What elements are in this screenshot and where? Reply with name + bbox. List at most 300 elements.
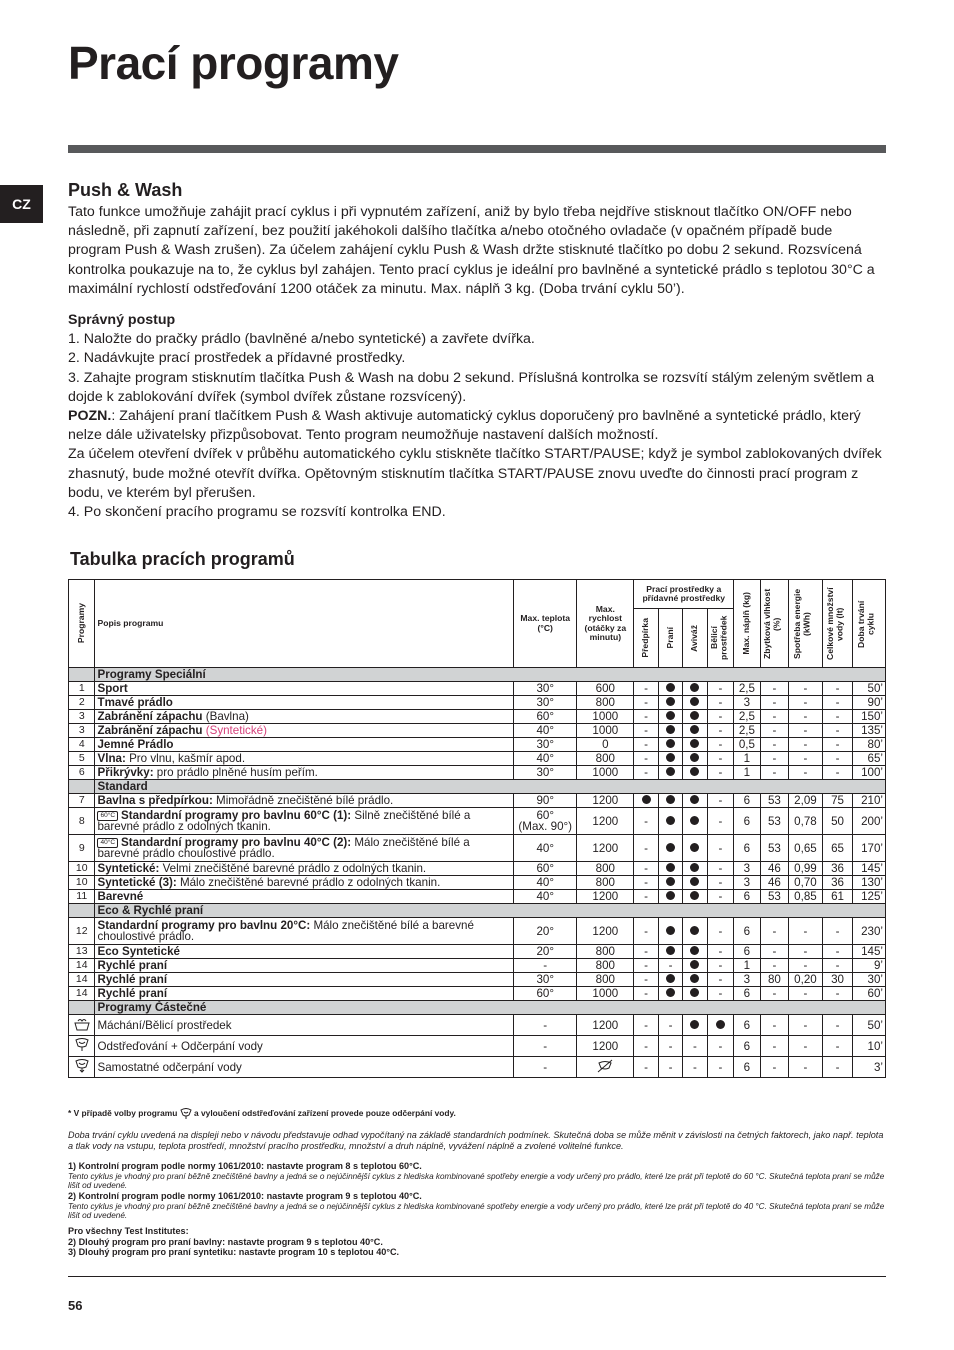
max-temperature	[514, 738, 577, 752]
page-number: 56	[68, 1298, 83, 1313]
max-temperature	[514, 876, 577, 890]
max-temperature-value: 90°	[536, 794, 554, 807]
softener-cell	[683, 752, 707, 766]
wash-cell	[658, 987, 682, 1001]
bleach-cell: -	[707, 724, 734, 738]
dot-icon	[666, 767, 675, 776]
cycle-duration: 100’	[853, 766, 886, 780]
bleach-cell: -	[707, 987, 734, 1001]
program-number: 3	[69, 710, 95, 724]
softener-cell	[683, 835, 707, 862]
energy-consumption: 0,85	[789, 890, 823, 904]
asterisk-text-b: a vyloučení odstřeďování zařízení provede pouze odčerpání vody.	[194, 1108, 456, 1119]
energy-consumption: 2,09	[789, 794, 823, 808]
max-temperature-value: -	[543, 1060, 548, 1074]
dot-icon	[690, 711, 699, 720]
header-description: Popis programu	[95, 580, 514, 668]
max-temperature	[514, 794, 577, 808]
max-temperature-value: 20°	[536, 924, 554, 938]
max-speed: 1200	[577, 918, 634, 945]
table-row	[69, 1036, 886, 1057]
wash-cell	[658, 710, 682, 724]
dot-icon	[666, 891, 675, 900]
max-temperature-value: 40°	[536, 724, 554, 737]
prewash-cell: -	[634, 752, 658, 766]
cycle-duration: 60’	[853, 987, 886, 1001]
dot-icon	[690, 843, 699, 852]
header-bleach: Bělicí prostředek	[709, 615, 729, 661]
bleach-cell: -	[707, 1057, 734, 1078]
softener-cell	[683, 710, 707, 724]
wash-cell: -	[658, 959, 682, 973]
header-energy: Spotřeba energie (kWh)	[792, 588, 812, 659]
residual-moisture: 46	[760, 862, 789, 876]
table-row	[69, 710, 886, 724]
dot-icon	[690, 974, 699, 983]
program-number: 14	[69, 973, 95, 987]
max-load: 6	[734, 945, 760, 959]
program-description	[95, 808, 514, 835]
bleach-cell: -	[707, 766, 734, 780]
softener-cell	[683, 738, 707, 752]
prewash-cell: -	[634, 987, 658, 1001]
program-name: Jemné Prádlo	[97, 738, 174, 751]
max-temperature	[514, 1036, 577, 1057]
table-row	[69, 945, 886, 959]
cycle-duration: 200’	[853, 808, 886, 835]
program-name-suffix: 40°C (2):	[300, 836, 352, 849]
program-number: 5	[69, 752, 95, 766]
water-consumption: -	[822, 710, 853, 724]
cycle-duration: 125’	[853, 890, 886, 904]
bleach-cell: -	[707, 918, 734, 945]
cycle-duration: 65’	[853, 752, 886, 766]
water-consumption: -	[822, 724, 853, 738]
softener-cell	[683, 766, 707, 780]
residual-moisture: -	[760, 710, 789, 724]
residual-moisture: -	[760, 1057, 789, 1078]
bleach-cell: -	[707, 710, 734, 724]
max-speed: 800	[577, 862, 634, 876]
wash-cell	[658, 682, 682, 696]
max-temperature	[514, 835, 577, 862]
max-temperature	[514, 862, 577, 876]
program-name: Standardní programy pro bavlnu 60°C (1):	[121, 809, 352, 822]
table-row	[69, 862, 886, 876]
residual-moisture: 53	[760, 835, 789, 862]
language-tab: CZ	[0, 185, 43, 223]
note1-text: Tento cyklus je vhodný pro praní běžně znečištěné bavlny a jedná se o nejúčinnější cyklus z hlediska kombinované spotřeby energie a vody určený pro prádlo, které lze prát při teplotě do 60 °C. Skutečná teplota praní se může lišit od uvedené.	[68, 1171, 885, 1191]
program-number: 3	[69, 724, 95, 738]
prewash-cell: -	[634, 835, 658, 862]
drain-icon	[74, 1064, 90, 1076]
wash-cell	[658, 945, 682, 959]
max-speed: 800	[577, 876, 634, 890]
energy-consumption: 0,70	[789, 876, 823, 890]
table-row	[69, 973, 886, 987]
max-temperature-value: 30°	[536, 696, 554, 709]
energy-consumption: -	[789, 696, 823, 710]
softener-cell	[683, 696, 707, 710]
bleach-cell: -	[707, 959, 734, 973]
cycle-duration: 145’	[853, 945, 886, 959]
max-speed: 800	[577, 959, 634, 973]
max-speed: 1200	[577, 794, 634, 808]
wash-cell: -	[658, 1036, 682, 1057]
wash-cell: -	[658, 1015, 682, 1036]
section-title: Standard	[95, 780, 886, 794]
program-description	[95, 710, 514, 724]
residual-moisture: -	[760, 918, 789, 945]
prewash-cell	[634, 794, 658, 808]
program-detail: Mimořádně znečištěné bílé prádlo.	[212, 794, 394, 807]
header-water: Celkové množství vody (lt)	[824, 587, 845, 660]
prewash-cell: -	[634, 710, 658, 724]
program-name: Zabránění zápachu	[97, 710, 203, 723]
max-temperature	[514, 1015, 577, 1036]
softener-cell	[683, 890, 707, 904]
program-detail: Silně znečištěné bílé a barevné prádlo z odolných tkanin.	[97, 809, 471, 833]
wash-cell	[658, 918, 682, 945]
program-detail: (Syntetické)	[202, 724, 267, 737]
dot-icon	[666, 863, 675, 872]
max-load: 6	[734, 890, 760, 904]
residual-moisture: 53	[760, 890, 789, 904]
program-detail: Málo znečištěné bílé a barevné prádlo choulostivé prádlo.	[97, 836, 470, 860]
max-load: 6	[734, 918, 760, 945]
energy-consumption: 0,65	[789, 835, 823, 862]
bleach-cell: -	[707, 1036, 734, 1057]
max-temperature	[514, 945, 577, 959]
prewash-cell: -	[634, 738, 658, 752]
bleach-cell	[707, 1015, 734, 1036]
program-name: Bavlna s předpírkou:	[97, 794, 213, 807]
bleach-cell: -	[707, 696, 734, 710]
table-row	[69, 876, 886, 890]
note2-title: 2) Kontrolní program podle normy 1061/2010: nastavte program 9 s teplotou 40°C.	[68, 1191, 422, 1202]
energy-consumption: -	[789, 710, 823, 724]
push-wash-body: Tato funkce umožňuje zahájit prací cyklus i při vypnutém zařízení, aniž by bylo třeba nejdříve stisknout tlačítko ON/OFF nebo následně, při zapnutí zařízení, bez použití jakéhokoli dalšího tlačítka a/nebo otočného ovladače (v opačném případě bude program Push & Wash zrušen). Za účelem zahájení cyklu Push & Wash držte stisknuté tlačítko po dobu 2 sekund. Rozsvícená kontrolka poukazuje na to, že cyklus byl zahájen. Tento prací cyklus je ideální pro bavlněné a syntetické prádlo s teplotou 30°C a maximální rychlostí odstřeďování 1200 otáček za minutu. Max. náplň 3 kg. (Doba trvání cyklu 50’).	[68, 204, 875, 297]
cycle-duration: 150’	[853, 710, 886, 724]
softener-cell	[683, 682, 707, 696]
dot-icon	[690, 891, 699, 900]
residual-moisture: -	[760, 682, 789, 696]
procedure-step-4: 4. Po skončení pracího programu se rozsvítí kontrolka END.	[68, 504, 446, 521]
max-load: 3	[734, 696, 760, 710]
spin-icon	[180, 1108, 192, 1120]
water-consumption: 36	[822, 862, 853, 876]
cycle-duration: 30’	[853, 973, 886, 987]
section-row	[69, 904, 886, 918]
water-consumption: -	[822, 766, 853, 780]
softener-cell: -	[683, 1036, 707, 1057]
program-description	[95, 876, 514, 890]
program-name: Rychlé praní	[97, 973, 168, 986]
section-spacer	[69, 780, 95, 794]
table-row	[69, 959, 886, 973]
table-row	[69, 835, 886, 862]
program-icon-cell	[69, 1057, 95, 1078]
max-load: 6	[734, 835, 760, 862]
institutes-note-2: 2) Dlouhý program pro praní bavlny: nastavte program 9 s teplotou 40°C.	[68, 1236, 383, 1247]
max-temperature-value: 30°	[536, 682, 554, 695]
program-name-suffix: 20°C:	[277, 919, 311, 932]
max-temperature-value: 40°	[536, 890, 554, 903]
table-row	[69, 696, 886, 710]
procedure-note	[68, 407, 886, 445]
residual-moisture: -	[760, 959, 789, 973]
cycle-duration: 10’	[853, 1036, 886, 1057]
dot-icon	[666, 725, 675, 734]
softener-cell	[683, 808, 707, 835]
dot-icon	[690, 960, 699, 969]
bleach-cell: -	[707, 808, 734, 835]
footer-divider	[68, 1276, 886, 1277]
program-number: 14	[69, 959, 95, 973]
wash-cell	[658, 766, 682, 780]
dot-icon	[690, 863, 699, 872]
max-load: 1	[734, 752, 760, 766]
residual-moisture: -	[760, 696, 789, 710]
energy-consumption: -	[789, 766, 823, 780]
dot-icon	[690, 683, 699, 692]
program-number: 2	[69, 696, 95, 710]
energy-consumption: -	[789, 945, 823, 959]
max-temperature-value: -	[543, 959, 548, 972]
max-temperature-note: (Max. 90°)	[518, 820, 573, 833]
rinse-icon	[74, 1022, 90, 1034]
program-description	[95, 794, 514, 808]
max-temperature	[514, 808, 577, 835]
dot-icon	[690, 767, 699, 776]
dot-icon	[666, 988, 675, 997]
max-load: 6	[734, 1036, 760, 1057]
energy-consumption: -	[789, 752, 823, 766]
dot-icon	[666, 697, 675, 706]
program-description	[95, 973, 514, 987]
bleach-cell: -	[707, 794, 734, 808]
header-moisture: Zbytková vlhkost (%)	[761, 588, 782, 659]
prewash-cell: -	[634, 890, 658, 904]
dot-icon	[690, 946, 699, 955]
wash-cell	[658, 890, 682, 904]
max-load: 3	[734, 862, 760, 876]
max-speed: 1000	[577, 766, 634, 780]
program-detail: Pro vlnu, kašmír apod.	[125, 752, 246, 765]
prewash-cell: -	[634, 945, 658, 959]
prewash-cell: -	[634, 1057, 658, 1078]
program-icon-cell	[69, 1015, 95, 1036]
cycle-duration: 170’	[853, 835, 886, 862]
bleach-cell: -	[707, 890, 734, 904]
cycle-duration: 90’	[853, 696, 886, 710]
softener-cell	[683, 945, 707, 959]
header-max-speed: Max. rychlost (otáčky za minutu)	[577, 580, 634, 668]
dot-icon	[666, 926, 675, 935]
table-row	[69, 766, 886, 780]
programs-table-body	[69, 668, 886, 1078]
table-row	[69, 752, 886, 766]
section-row	[69, 668, 886, 682]
water-consumption: -	[822, 696, 853, 710]
energy-consumption: -	[789, 1015, 823, 1036]
prewash-cell: -	[634, 808, 658, 835]
program-detail: Odstřeďování + Odčerpání vody	[97, 1039, 263, 1053]
max-temperature	[514, 890, 577, 904]
procedure-heading: Správný postup	[68, 312, 176, 329]
push-wash-section	[68, 203, 886, 522]
program-name: Sport	[97, 682, 128, 695]
dot-icon	[666, 795, 675, 804]
max-speed: 1200	[577, 1015, 634, 1036]
dot-icon	[690, 739, 699, 748]
dot-icon	[642, 795, 651, 804]
max-temperature-value: 40°	[536, 752, 554, 765]
water-consumption: -	[822, 738, 853, 752]
table-row	[69, 1015, 886, 1036]
header-softener: Aviváž	[689, 624, 700, 652]
max-temperature-value: -	[543, 1018, 548, 1032]
prewash-cell: -	[634, 959, 658, 973]
max-temperature-value: 60°	[536, 862, 554, 875]
section-row	[69, 780, 886, 794]
wash-cell	[658, 808, 682, 835]
page-title: Prací programy	[68, 37, 399, 89]
procedure-step-2: 2. Nadávkujte prací prostředek a přídavné prostředky.	[68, 350, 406, 367]
max-temperature-value: -	[543, 1039, 548, 1053]
program-detail: pro prádlo plněné husím peřím.	[153, 766, 318, 779]
max-temperature	[514, 752, 577, 766]
max-speed: 1200	[577, 1036, 634, 1057]
program-name: Rychlé praní	[97, 987, 168, 1000]
table-row	[69, 808, 886, 835]
header-programs: Programy	[75, 603, 86, 644]
max-load: 6	[734, 794, 760, 808]
max-temperature-value: 60°	[536, 809, 554, 822]
header-prewash: Předpírka	[640, 618, 651, 658]
max-temperature	[514, 696, 577, 710]
max-speed: 1200	[577, 808, 634, 835]
dot-icon	[666, 843, 675, 852]
residual-moisture: -	[760, 766, 789, 780]
section-title: Programy Speciální	[95, 668, 886, 682]
energy-consumption: -	[789, 987, 823, 1001]
section-spacer	[69, 668, 95, 682]
program-description	[95, 1036, 514, 1057]
program-description	[95, 682, 514, 696]
prewash-cell: -	[634, 862, 658, 876]
softener-cell	[683, 959, 707, 973]
energy-consumption: -	[789, 918, 823, 945]
wash-cell	[658, 752, 682, 766]
energy-consumption: -	[789, 738, 823, 752]
max-speed	[577, 1057, 634, 1078]
note-label: POZN.	[68, 408, 112, 425]
max-speed: 600	[577, 682, 634, 696]
table-row	[69, 890, 886, 904]
max-speed: 1000	[577, 710, 634, 724]
bleach-cell: -	[707, 835, 734, 862]
duration-note: Doba trvání cyklu uvedená na displeji nebo v návodu představuje odhad vypočítaný na základě standardních podmínek. Skutečná doba se může měnit v závislosti na četných faktorech, jako např. teplota a tlak vody na vstupu, teplota prostředí, množství pracího prostředku, množství a druh náplně, vyvážení náplně a zvolené volitelné funkce.	[68, 1130, 884, 1151]
max-speed: 1000	[577, 987, 634, 1001]
energy-consumption: 0,78	[789, 808, 823, 835]
max-temperature-value: 30°	[536, 766, 554, 779]
cycle-duration: 50’	[853, 682, 886, 696]
dot-icon	[666, 946, 675, 955]
max-temperature-value: 40°	[536, 876, 554, 889]
wash-cell	[658, 794, 682, 808]
cycle-duration: 3’	[853, 1057, 886, 1078]
header-max-load: Max. náplň (kg)	[741, 592, 752, 655]
program-name: Rychlé praní	[97, 959, 168, 972]
residual-moisture: -	[760, 987, 789, 1001]
prewash-cell: -	[634, 696, 658, 710]
max-temperature	[514, 724, 577, 738]
bleach-cell: -	[707, 973, 734, 987]
cycle-duration: 130’	[853, 876, 886, 890]
residual-moisture: -	[760, 1036, 789, 1057]
max-temperature-value: 30°	[536, 973, 554, 986]
program-name: Syntetické (3):	[97, 876, 177, 889]
wash-cell	[658, 862, 682, 876]
max-load: 2,5	[734, 724, 760, 738]
dot-icon	[716, 1020, 725, 1029]
program-name: Vlna:	[97, 752, 126, 765]
wash-cell	[658, 973, 682, 987]
max-temperature	[514, 987, 577, 1001]
wash-cell	[658, 724, 682, 738]
section-row	[69, 1001, 886, 1015]
program-description	[95, 1057, 514, 1078]
header-duration: Doba trvání cyklu	[856, 599, 876, 648]
water-consumption: 65	[822, 835, 853, 862]
program-number: 4	[69, 738, 95, 752]
program-number: 12	[69, 918, 95, 945]
program-number: 1	[69, 682, 95, 696]
program-number: 13	[69, 945, 95, 959]
program-number: 10	[69, 876, 95, 890]
max-load: 3	[734, 876, 760, 890]
no-spin-icon	[596, 1063, 614, 1076]
dot-icon	[666, 711, 675, 720]
residual-moisture: -	[760, 724, 789, 738]
asterisk-text-a: * V případě volby programu	[68, 1108, 178, 1119]
table-row	[69, 1057, 886, 1078]
bleach-cell: -	[707, 876, 734, 890]
dot-icon	[666, 739, 675, 748]
max-load: 1	[734, 959, 760, 973]
max-speed: 800	[577, 696, 634, 710]
cycle-duration: 9’	[853, 959, 886, 973]
header-wash: Praní	[664, 627, 675, 649]
residual-moisture: -	[760, 1015, 789, 1036]
wash-cell	[658, 835, 682, 862]
institutes-note-3: 3) Dlouhý program pro praní syntetiku: nastavte program 10 s teplotou 40°C.	[68, 1247, 400, 1258]
section-title: Eco & Rychlé praní	[95, 904, 886, 918]
water-consumption: -	[822, 945, 853, 959]
max-speed: 1000	[577, 724, 634, 738]
program-name: Syntetické:	[97, 862, 160, 875]
program-number: 9	[69, 835, 95, 862]
program-description	[95, 752, 514, 766]
max-temperature-value: 30°	[536, 738, 554, 751]
program-detail: Málo znečištěné barevné prádlo z odolných tkanin.	[176, 876, 441, 889]
water-consumption: 61	[822, 890, 853, 904]
dot-icon	[690, 816, 699, 825]
energy-consumption: -	[789, 1057, 823, 1078]
table-row	[69, 724, 886, 738]
water-consumption: -	[822, 1015, 853, 1036]
